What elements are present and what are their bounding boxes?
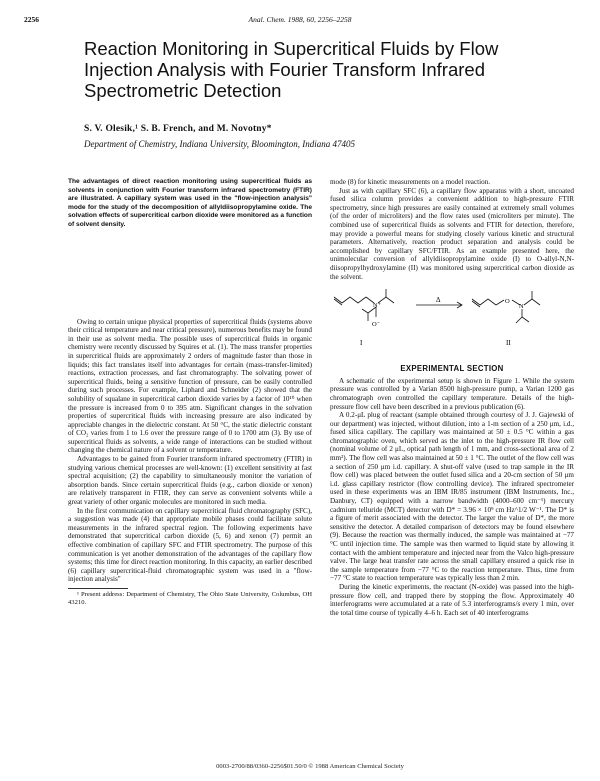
journal-citation: Anal. Chem. 1988, 60, 2256–2258 [248,15,352,24]
footnote: ¹ Present address: Department of Chemistry, The Ohio State University, Columbus, OH 43210. [68,590,312,606]
body-paragraph: Owing to certain unique physical properties of supercritical fluids (systems above their critical temperature and near critical pressure), numerous benefits may be found in their use as solvent media. The possible uses of supercritical fluids in organic chemistry were recently discussed by Squires et al. (1). The mass transfer properties in supercritical fluids are approximately 2 orders of magnitude faster than those in liquids; this fact translates itself into advantages for certain (mass-transfer-limited) reactions, extraction processes, and fast chromatography. The solvating power of supercritical fluids, being a sensitive function of pressure, can be easily controlled during such processes. For example, Liphard and Schneider (2) showed that the solubility of squalane in supercritical carbon dioxide varies by a factor of 10¹⁰ when the pressure is increased from 0 to 395 atm. Significant changes in the solvation properties of supercritical fluids with increasing pressure are also indicated by appreciable changes in the dielectric constant. At 50 °C, the static dielectric constant of CO₂ varies from 1 to 1.6 over the pressure range of 0 to 1700 atm (3). By use of supercritical fluids as solvents, a wide range of interactions can be studied without changing the chemical nature of a solvent or temperature. [68,317,312,455]
page-footer: 0003-2700/88/0360-2256$01.50/0 © 1988 American Chemical Society [216,763,404,770]
section-heading: EXPERIMENTAL SECTION [400,364,504,374]
body-paragraph: mode (8) for kinetic measurements on a model reaction. [330,178,491,186]
author-affiliation: Department of Chemistry, Indiana University, Bloomington, Indiana 47405 [84,139,355,149]
body-paragraph: During the kinetic experiments, the reactant (N-oxide) was passed into the high-pressure flow cell, and trapped there by stopping the flow. Approximately 40 interferograms were accumulated at a rate of 5.3 interferograms/s every 1 min, over the total time course of typically 4–6 h. Each set of 40 interferograms [330,582,574,617]
body-paragraph: A 0.2-μL plug of reactant (sample obtained through courtesy of J. J. Gajewski of our department) was injected, without dilution, into a 1-m section of a 250 μm, i.d., fused silica capillary. The capillary was maintained at 50 ± 0.5 °C within a gas chromatographic oven, which served as the inlet to the high-pressure IR flow cell (nominal volume of 2 μL, optical path length of 1 mm, and cross-sectional area of 2 mm²). The flow cell was also maintained at 50 ± 1 °C. The outlet of the flow cell was a section of 250 μm i.d. capillary. A shut-off valve (used to trap sample in the IR flow cell) was placed between the outlet fused silica and a 20-cm section of 50 μm i.d. glass capillary restrictor (flow controlling device). The infrared spectrometer used in these experiments was an IBM IR/85 instrument (IBM Instruments, Inc., Danbury, CT) equipped with a narrow bandwidth (4000–600 cm⁻¹) mercury cadmium telluride (MCT) detector with D* = 3.96 × 10⁹ cm Hz^1/2 W⁻¹. The D* is a figure of merit associated with the detector. The larger the value of D*, the more sensitive the detector. A detailed comparison of detectors may be found elsewhere (9). Because the reaction was thermally induced, the sample was maintained at −77 °C until injection time. The sample was then warmed to liquid state by allowing it contact with the ambient temperature and injected near from the Valco high-pressure valve. The large heat transfer rate across the small capillary ensured a quick rise in the sample temperature from −77 °C to the reaction temperature. Thus, time from −77 °C state to reaction temperature was typically less than 2 min. [330,411,574,583]
article-title: Reaction Monitoring in Supercritical Fluids by Flow Injection Analysis with Fourier Transform Infrared Spectrometric Detection [84,38,499,101]
reaction-scheme-drawing [330,283,574,359]
nitrogen-left-label: N⁺ [373,302,382,310]
author-list: S. V. Olesik,¹ S. B. French, and M. Novotny* [84,124,272,134]
isopropyl-bond [522,317,529,322]
running-header [24,15,576,27]
oxygen-left-label: O⁻ [372,321,381,329]
abstract: The advantages of direct reaction monitoring using supercritical fluids as solvents in conjunction with Fourier transform infrared spectrometry (FTIR) are illustrated. A capillary system was used in the "flow-injection analysis" mode for the study of the decomposition of allyldiisopropylamine oxide. The solvation effects of supercritical carbon dioxide were monitored as a function of solvent density. [68,178,312,228]
heat-label: Δ [436,296,441,305]
reaction-scheme [330,283,574,359]
body-paragraph: In the first communication on capillary supercritical fluid chromatography (SFC), a suggestion was made (4) that appropriate mobile phases could facilitate solute measurements in the infrared spectral region. The following experiments have demonstrated that supercritical carbon dioxide (5, 6) and xenon (7) permit an effective combination of capillary SFC and FTIR spectrometry. The purpose of this communication is yet another demonstration of the advantages of the capillary flow systems; this time for direct reaction monitoring. In this capacity, an earlier described (6) capillary supercritical-fluid chromatographic system was used in a "flow-injection analysis" [68,506,312,584]
body-paragraph: Just as with capillary SFC (6), a capillary flow apparatus with a short, uncoated fused silica column provides a convenient addition to high-pressure FTIR spectrometry, since high pressures are easily contained at extremely small volumes (of the order of microliters) and the flow rates used (microliters per minute). The combined use of supercritical fluids as solvents and FTIR for detection, therefore, may provide a powerful means for studying closely various kinetic and structural parameters. Alternatively, reaction product separation and analysis could be accomplished by capillary SFC/FTIR. As an example presented here, the unimolecular conversion of allyldiisopropylamine oxide (I) to O-allyl-N,N-diisopropylhydroxylamine (II) was monitored using supercritical carbon dioxide as the solvent. [330,186,574,281]
oxygen-right-label: O [505,298,510,306]
left-column [68,178,312,607]
allyl-chain-bond [342,297,366,303]
body-paragraph: Advantages to be gained from Fourier transform infrared spectrometry (FTIR) in studying various chemical processes are well-known: (1) excellent sensitivity at fast spectral acquisition; (2) the capability to simultaneously monitor the variation of absorption bands. Since certain supercritical fluids (e.g., carbon dioxide or xenon) are relatively transparent in FTIR, they can serve as convenient solvents while a great variety of other organic molecules are monitored in such media. [68,455,312,507]
compound-label-II: II [506,339,511,348]
body-paragraph: A schematic of the experimental setup is shown in Figure 1. While the system pressure was controlled by a Varian 8500 high-pressure pump, a Varian 1200 gas chromatograph oven controlled the capillary temperature. Details of the high-pressure flow cell have been described in a previous publication (6). [330,376,574,411]
allyl-chain-bond [480,299,496,305]
nitrogen-right-label: N [519,303,524,311]
isopropyl-bond [516,309,522,323]
o-bond [496,300,504,305]
footnote-divider [68,588,128,589]
compound-label-I: I [360,339,363,348]
page-number: 2256 [24,15,39,24]
isopropyl-bond [524,299,540,305]
right-column [330,178,574,617]
